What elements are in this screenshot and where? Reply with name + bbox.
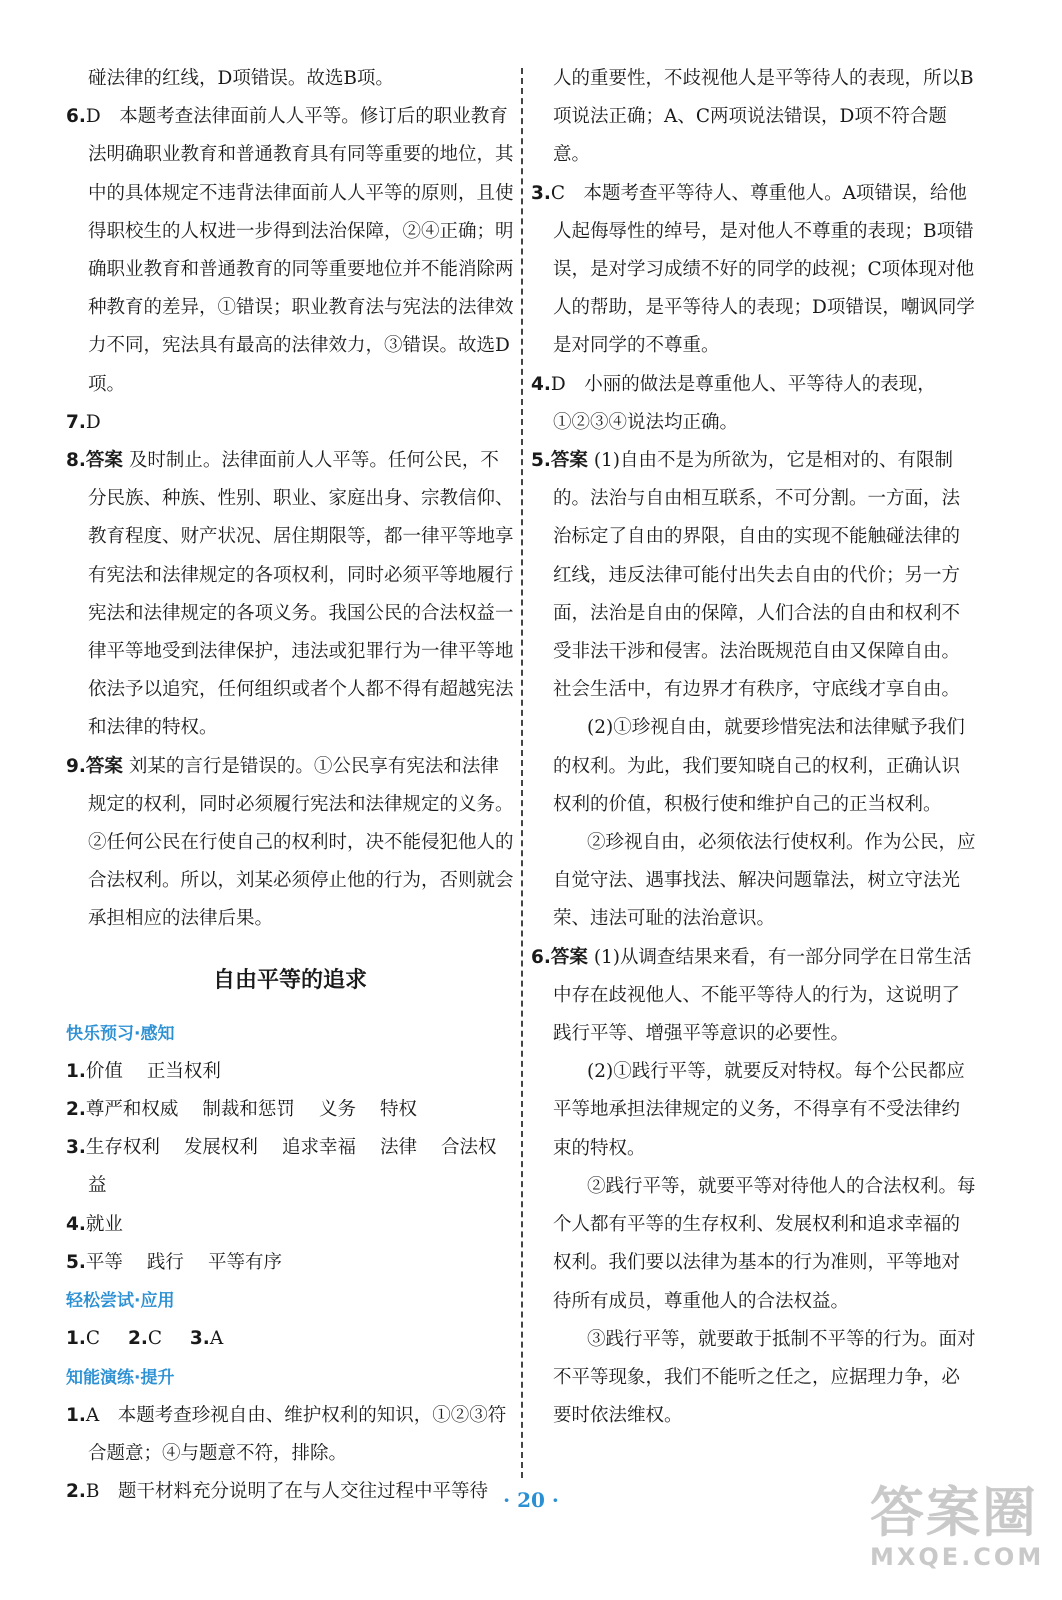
preview-term: 发展权利: [183, 1137, 258, 1159]
preview-term: 践行: [146, 1251, 184, 1273]
item-number: 4.: [66, 1213, 86, 1235]
preview-term: 生存权利: [85, 1137, 160, 1159]
preview-answer-1: [66, 1053, 514, 1091]
watermark-logo-text: 答案圈: [870, 1481, 1038, 1544]
preview-answers: [66, 1053, 514, 1282]
item-number: 3.: [66, 1137, 86, 1159]
question-5-part2: (2)①珍视自由，就要珍惜宪法和法律赋予我们的权利。为此，我们要知晓自己的权利，正确认识权利的价值，积极行使和维护自己的正当权利。: [553, 717, 965, 815]
preview-term: 追求幸福: [281, 1137, 356, 1159]
continuation-text: 人的重要性，不歧视他人是平等待人的表现，所以B项说法正确；A、C两项说法错误，D项不符合题意。: [553, 68, 974, 166]
preview-answer-4: [66, 1206, 514, 1244]
question-9: 9.答案 刘某的言行是错误的。①公民享有宪法和法律规定的权利，同时必须履行宪法和法律规定的义务。②任何公民在行使自己的权利时，决不能侵犯他人的合法权利。所以，刘某必须停止他的行为，否则就会承担相应的法律后果。: [66, 755, 514, 930]
question-6-part3: ②践行平等，就要平等对待他人的合法权利。每个人都有平等的生存权利、发展权利和追求幸福的权利。我们要以法律为基本的行为准则，平等地对待所有成员，尊重他人的合法权益。: [553, 1175, 976, 1312]
answer-label: 答案: [550, 946, 588, 968]
question-6-part4: ③践行平等，就要敢于抵制不平等的行为。面对不平等现象，我们不能听之任之，应据理力争，必要时依法维权。: [553, 1328, 976, 1427]
answer-label: 答案: [85, 755, 123, 777]
item-number: 1.: [66, 1060, 86, 1082]
preview-answer-5: [66, 1244, 514, 1282]
subsection-practice: 知能演练·提升: [66, 1367, 175, 1388]
try-answers: 1.C 2.C 3.A: [66, 1328, 224, 1350]
answer-label: 答案: [85, 450, 123, 472]
practice-2: 2.B 题干材料充分说明了在与人交往过程中平等待: [66, 1481, 489, 1503]
preview-term: 特权: [379, 1099, 417, 1121]
preview-term: 法律: [379, 1137, 417, 1159]
preview-term: 制裁和惩罚: [202, 1099, 295, 1121]
preview-term: 就业: [85, 1213, 123, 1235]
preview-term: 义务: [318, 1099, 356, 1121]
question-6: 6.D 本题考查法律面前人人平等。修订后的职业教育法明确职业教育和普通教育具有同等重要的地位，其中的具体规定不违背法律面前人人平等的原则，且使得职校生的人权进一步得到法治保障，②④正确；明确职业教育和普通教育的同等重要地位并不能消除两种教育的差异，①错误；职业教育法与宪法的法律效力不同，宪法具有最高的法律效力，③错误。故选D项。: [66, 106, 514, 395]
preview-answer-2: [66, 1091, 514, 1129]
item-number: 2.: [66, 1099, 86, 1121]
question-6-part2: (2)①践行平等，就要反对特权。每个公民都应平等地承担法律规定的义务，不得享有不受法律约束的特权。: [553, 1061, 965, 1159]
question-7: 7.D: [66, 411, 101, 433]
preview-term: 正当权利: [146, 1060, 221, 1082]
question-5-part3: ②珍视自由，必须依法行使权利。作为公民，应自觉守法、遇事找法、解决问题靠法，树立守法光荣、违法可耻的法治意识。: [553, 832, 976, 930]
subsection-preview: 快乐预习·感知: [66, 1023, 175, 1044]
question-8: 8.答案 及时制止。法律面前人人平等。任何公民，不分民族、种族、性别、职业、家庭出身、宗教信仰、教育程度、财产状况、居住期限等，都一律平等地享有宪法和法律规定的各项权利，同时必须平等地履行宪法和法律规定的各项义务。我国公民的合法权益一律平等地受到法律保护，违法或犯罪行为一律平等地依法予以追究，任何组织或者个人都不得有超越宪法和法律的特权。: [66, 450, 514, 739]
section-title: 自由平等的追求: [212, 967, 367, 993]
item-number: 5.: [66, 1251, 86, 1273]
question-4: 4.D 小丽的做法是尊重他人、平等待人的表现，①②③④说法均正确。: [531, 373, 936, 433]
watermark-url: MXQE.COM: [870, 1543, 1045, 1571]
preview-term: 尊严和权威: [85, 1099, 179, 1121]
preview-term: 合法权益: [88, 1137, 497, 1197]
page-number: · 20 ·: [503, 1488, 559, 1512]
column-divider: [521, 68, 523, 1478]
subsection-try: 轻松尝试·应用: [66, 1291, 175, 1312]
answer-label: 答案: [550, 450, 588, 472]
preview-term: 价值: [85, 1060, 123, 1082]
question-3: 3.C 本题考查平等待人、尊重他人。A项错误，给他人起侮辱性的绰号，是对他人不尊重的表现；B项错误，是对学习成绩不好的同学的歧视；C项体现对他人的帮助，是平等待人的表现；D项错误，嘲讽同学是对同学的不尊重。: [531, 182, 975, 357]
question-5: 5.答案 (1)自由不是为所欲为，它是相对的、有限制的。法治与自由相互联系，不可分割。一方面，法治标定了自由的界限，自由的实现不能触碰法律的红线，违反法律可能付出失去自由的代价；另一方面，法治是自由的保障，人们合法的自由和权利不受非法干涉和侵害。法治既规范自由又保障自由。社会生活中，有边界才有秩序，守底线才享自由。: [531, 450, 961, 701]
preview-term: 平等有序: [207, 1251, 282, 1273]
question-6-right: 6.答案 (1)从调查结果来看，有一部分同学在日常生活中存在歧视他人、不能平等待人的行为，这说明了践行平等、增强平等意识的必要性。: [531, 946, 972, 1045]
preview-term: 平等: [85, 1251, 123, 1273]
right-column: [531, 60, 977, 1435]
practice-1: 1.A 本题考查珍视自由、维护权利的知识，①②③符合题意；④与题意不符，排除。: [66, 1404, 507, 1464]
preview-answer-3: [66, 1129, 514, 1205]
left-column: [66, 60, 514, 1511]
site-watermark: [870, 1481, 1045, 1578]
continuation-line: 碰法律的红线，D项错误。故选B项。: [88, 68, 394, 89]
